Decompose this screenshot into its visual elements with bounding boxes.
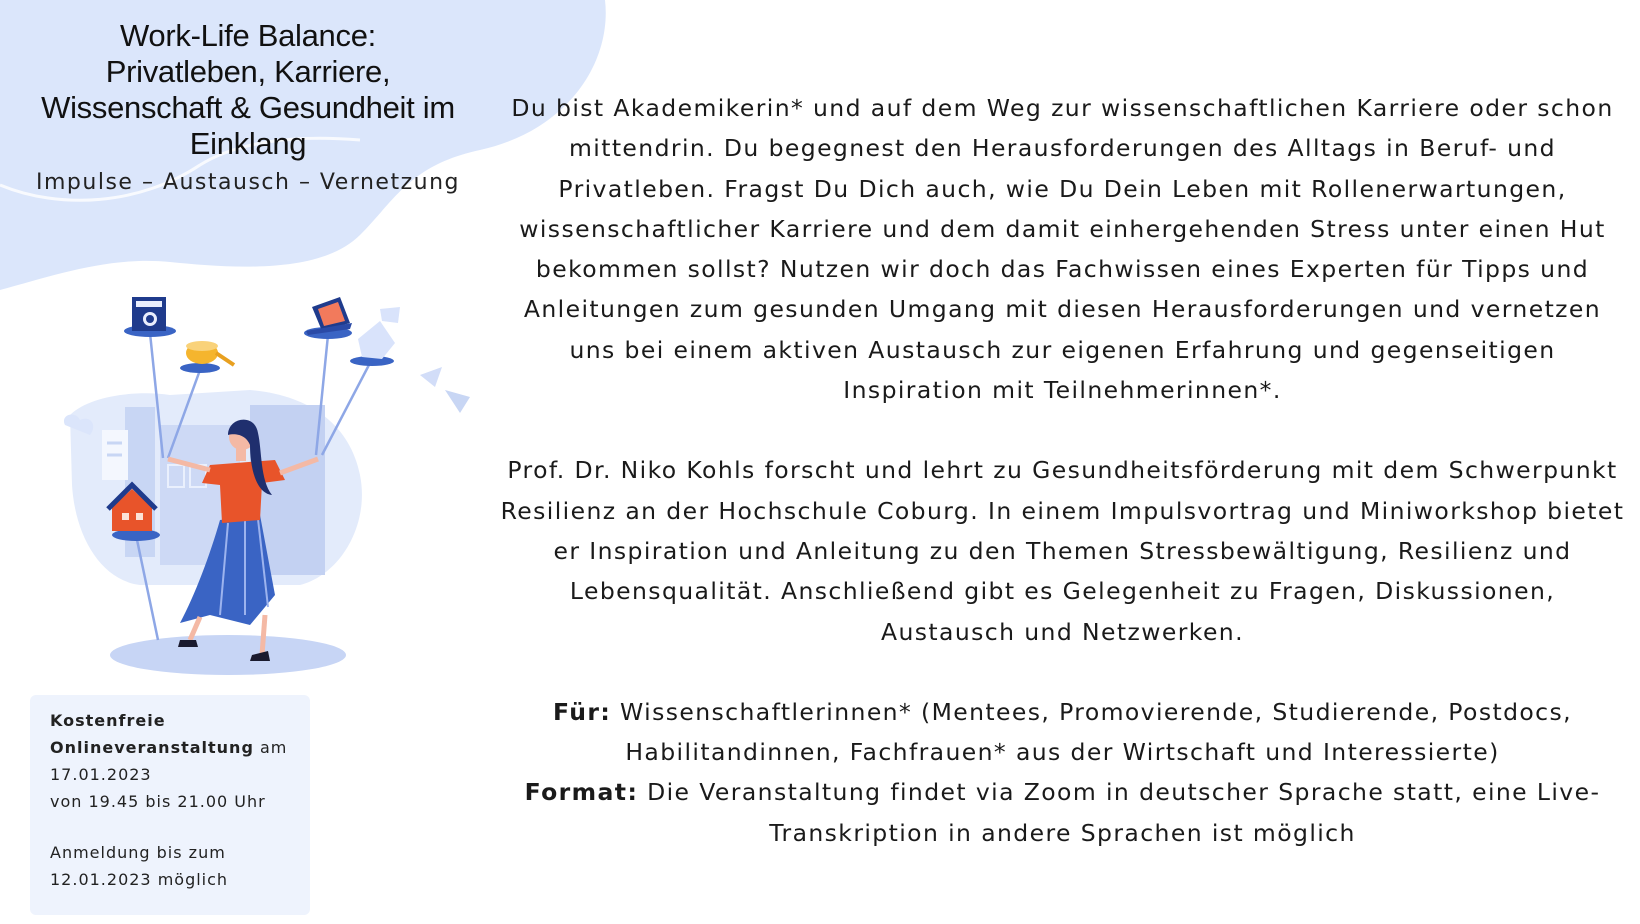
info-time: von 19.45 bis 21.00 Uhr: [50, 792, 266, 811]
title-line: Work-Life Balance:: [120, 18, 376, 53]
info-line-2: [50, 734, 290, 761]
juggling-woman-illustration: [50, 295, 480, 685]
info-date: 17.01.2023: [50, 765, 152, 784]
info-line-1: [50, 707, 290, 734]
main-text: [500, 88, 1625, 853]
fuer-text: Wissenschaftlerinnen* (Mentees, Promovierende, Studierende, Postdocs, Habilitandinnen, Fachfrauen* aus der Wirtschaft und Interessierte): [611, 697, 1573, 767]
info-online-label: Onlineveranstaltung: [50, 738, 254, 757]
event-info-box: [30, 695, 310, 915]
fuer-label: Für:: [552, 697, 612, 726]
info-registration-1: Anmeldung bis zum: [50, 843, 226, 862]
page-title: [8, 18, 488, 162]
subtitle: Impulse – Austausch – Vernetzung: [36, 170, 460, 195]
title-block: [8, 18, 488, 195]
format-paragraph: [500, 772, 1625, 853]
info-free-label: Kostenfreie: [50, 711, 166, 730]
info-am: am: [253, 738, 288, 757]
title-line: Wissenschaft & Gesundheit im: [41, 90, 455, 125]
format-label: Format:: [524, 778, 639, 807]
intro-paragraph: Du bist Akademikerin* und auf dem Weg zur wissenschaftlichen Karriere oder schon mittendrin. Du begegnest den Herausforderungen des Alltags in Beruf- und Privatleben. Fragst Du Dich auch, wie Du Dein Leben mit Rollenerwartungen, wissenschaftlicher Karriere und dem damit einhergehenden Stress unter einen Hut bekommen sollst? Nutzen wir doch das Fachwissen eines Experten für Tipps und Anleitungen zum gesunden Umgang mit diesen Herausforderungen und vernetzen uns bei einem aktiven Austausch zur eigenen Erfahrung und gegenseitigen Inspiration mit Teilnehmerinnen*.: [511, 94, 1614, 405]
speaker-paragraph: Prof. Dr. Niko Kohls forscht und lehrt zu Gesundheitsförderung mit dem Schwerpunkt Resilienz an der Hochschule Coburg. In einem Impulsvortrag und Miniworkshop bietet er Inspiration und Anleitung zu den Themen Stressbewältigung, Resilienz und Lebensqualität. Anschließend gibt es Gelegenheit zu Fragen, Diskussionen, Austausch und Netzwerken.: [500, 456, 1625, 646]
info-registration-2: 12.01.2023 möglich: [50, 870, 229, 889]
title-line: Einklang: [189, 126, 307, 161]
format-text: Die Veranstaltung findet via Zoom in deutscher Sprache statt, eine Live-Transkription in andere Sprachen ist möglich: [638, 778, 1601, 847]
audience-paragraph: [500, 692, 1625, 773]
title-line: Privatleben, Karriere,: [105, 54, 391, 89]
